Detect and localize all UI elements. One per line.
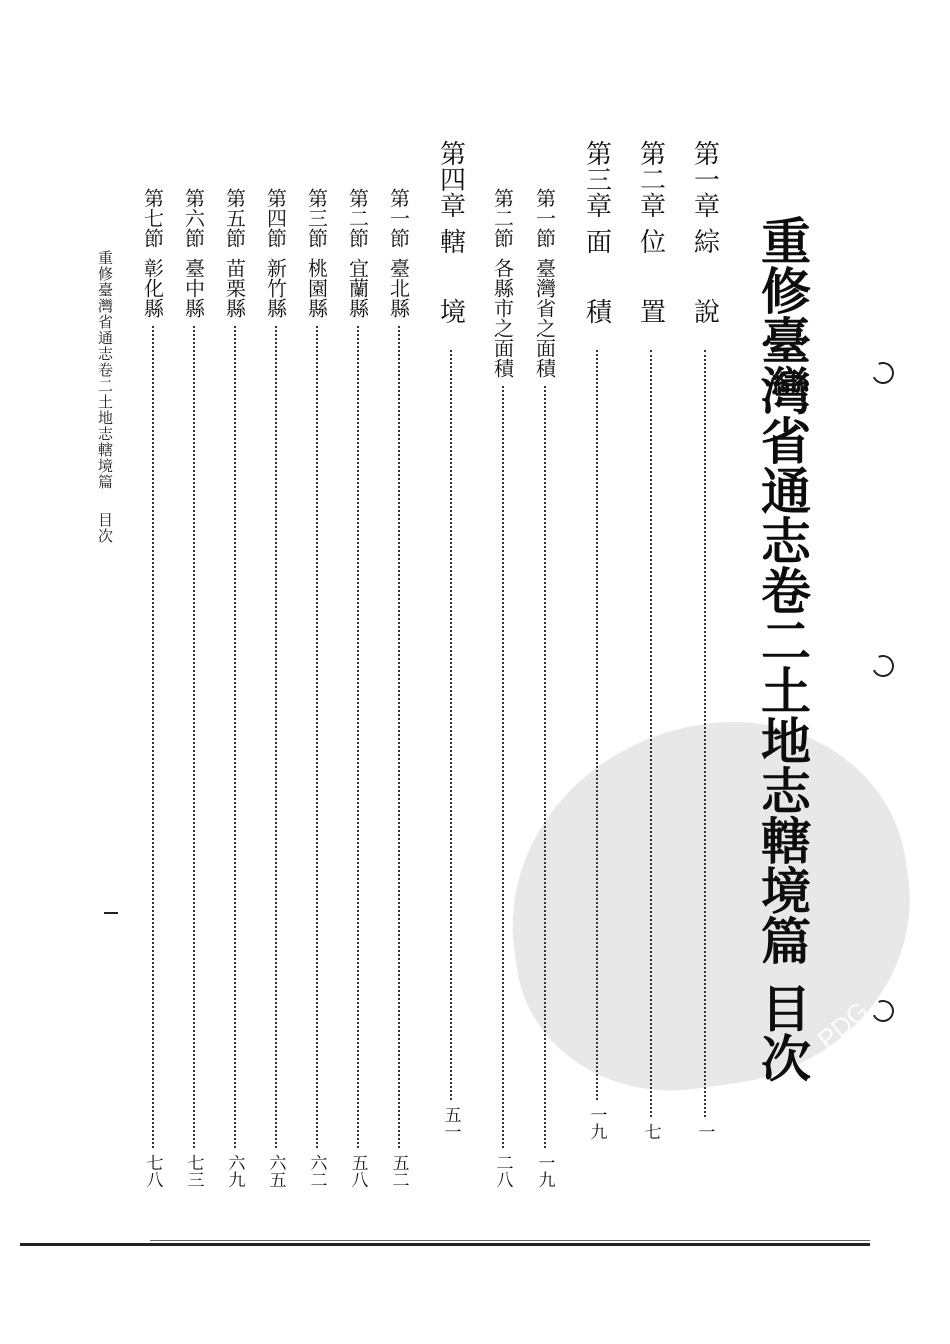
page-number: 一九 <box>534 1154 555 1188</box>
page-number: 五二 <box>388 1154 409 1188</box>
toc-entry <box>138 188 168 1188</box>
leader-dots <box>450 350 452 1100</box>
bottom-rule <box>20 1243 870 1246</box>
chapter-label: 第二章 <box>635 140 666 218</box>
leader-dots <box>152 326 154 1148</box>
entry-name: 彰化縣 <box>140 258 165 318</box>
chapter-label: 第三章 <box>581 140 612 218</box>
entry-name: 苗栗縣 <box>222 258 247 318</box>
section-label: 第二節 <box>490 188 515 248</box>
section-label: 第七節 <box>140 188 165 248</box>
page-number: 六九 <box>224 1154 245 1188</box>
page-number: 一 <box>694 1123 715 1140</box>
page-title: 重修臺灣省通志卷二土地志轄境篇 目次 <box>753 215 812 1083</box>
leader-dots <box>357 326 359 1148</box>
toc-entry <box>582 140 612 1140</box>
toc-entry <box>690 140 720 1140</box>
page-number: 二八 <box>492 1154 513 1188</box>
leader-dots <box>316 326 318 1148</box>
entry-name: 綜 說 <box>689 228 720 343</box>
toc-entry <box>384 188 414 1188</box>
entry-name: 轄 境 <box>435 228 466 343</box>
punch-hole <box>869 359 897 387</box>
page-number: 六二 <box>306 1154 327 1188</box>
leader-dots <box>398 326 400 1148</box>
running-section: 目次 <box>96 512 114 544</box>
leader-dots <box>275 326 277 1148</box>
entry-name: 桃園縣 <box>304 258 329 318</box>
section-label: 第二節 <box>345 188 370 248</box>
section-label: 第四節 <box>263 188 288 248</box>
toc-entry <box>530 188 560 1188</box>
page-number: 五八 <box>347 1154 368 1188</box>
entry-name: 面 積 <box>581 228 612 343</box>
entry-name: 位 置 <box>635 228 666 343</box>
toc-entry <box>261 188 291 1188</box>
entry-name: 宜蘭縣 <box>345 258 370 318</box>
toc-entry <box>220 188 250 1188</box>
bottom-rule-thin <box>150 1240 870 1241</box>
running-footer <box>92 250 116 544</box>
leader-dots <box>234 326 236 1148</box>
page-number: 一九 <box>586 1106 607 1140</box>
section-label: 第六節 <box>181 188 206 248</box>
toc-entry <box>436 140 466 1140</box>
toc-entry <box>179 188 209 1188</box>
running-title: 重修臺灣省通志卷二土地志轄境篇 <box>96 250 114 490</box>
leader-dots <box>650 350 652 1117</box>
leader-dots <box>193 326 195 1148</box>
page-number: 七 <box>640 1123 661 1140</box>
toc-entry <box>636 140 666 1140</box>
leader-dots <box>544 386 546 1148</box>
page-number: 五一 <box>440 1106 461 1140</box>
leader-dots <box>502 386 504 1148</box>
chapter-label: 第一章 <box>689 140 720 218</box>
toc-entry <box>488 188 518 1188</box>
entry-name: 臺北縣 <box>386 258 411 318</box>
leader-dots <box>704 350 706 1117</box>
page-number: 七三 <box>183 1154 204 1188</box>
section-label: 第五節 <box>222 188 247 248</box>
section-label: 第一節 <box>386 188 411 248</box>
section-label: 第三節 <box>304 188 329 248</box>
entry-name: 臺灣省之面積 <box>532 258 557 378</box>
leader-dots <box>596 350 598 1100</box>
watermark-text: PDG <box>811 995 875 1055</box>
section-label: 第一節 <box>532 188 557 248</box>
toc-entry <box>343 188 373 1188</box>
chapter-label: 第四章 <box>435 140 466 218</box>
entry-name: 新竹縣 <box>263 258 288 318</box>
toc-entry <box>302 188 332 1188</box>
entry-name: 各縣市之面積 <box>490 258 515 378</box>
punch-hole <box>869 652 897 680</box>
page-number: 六五 <box>265 1154 286 1188</box>
page-number: 七八 <box>142 1154 163 1188</box>
folio-mark <box>104 912 118 914</box>
entry-name: 臺中縣 <box>181 258 206 318</box>
